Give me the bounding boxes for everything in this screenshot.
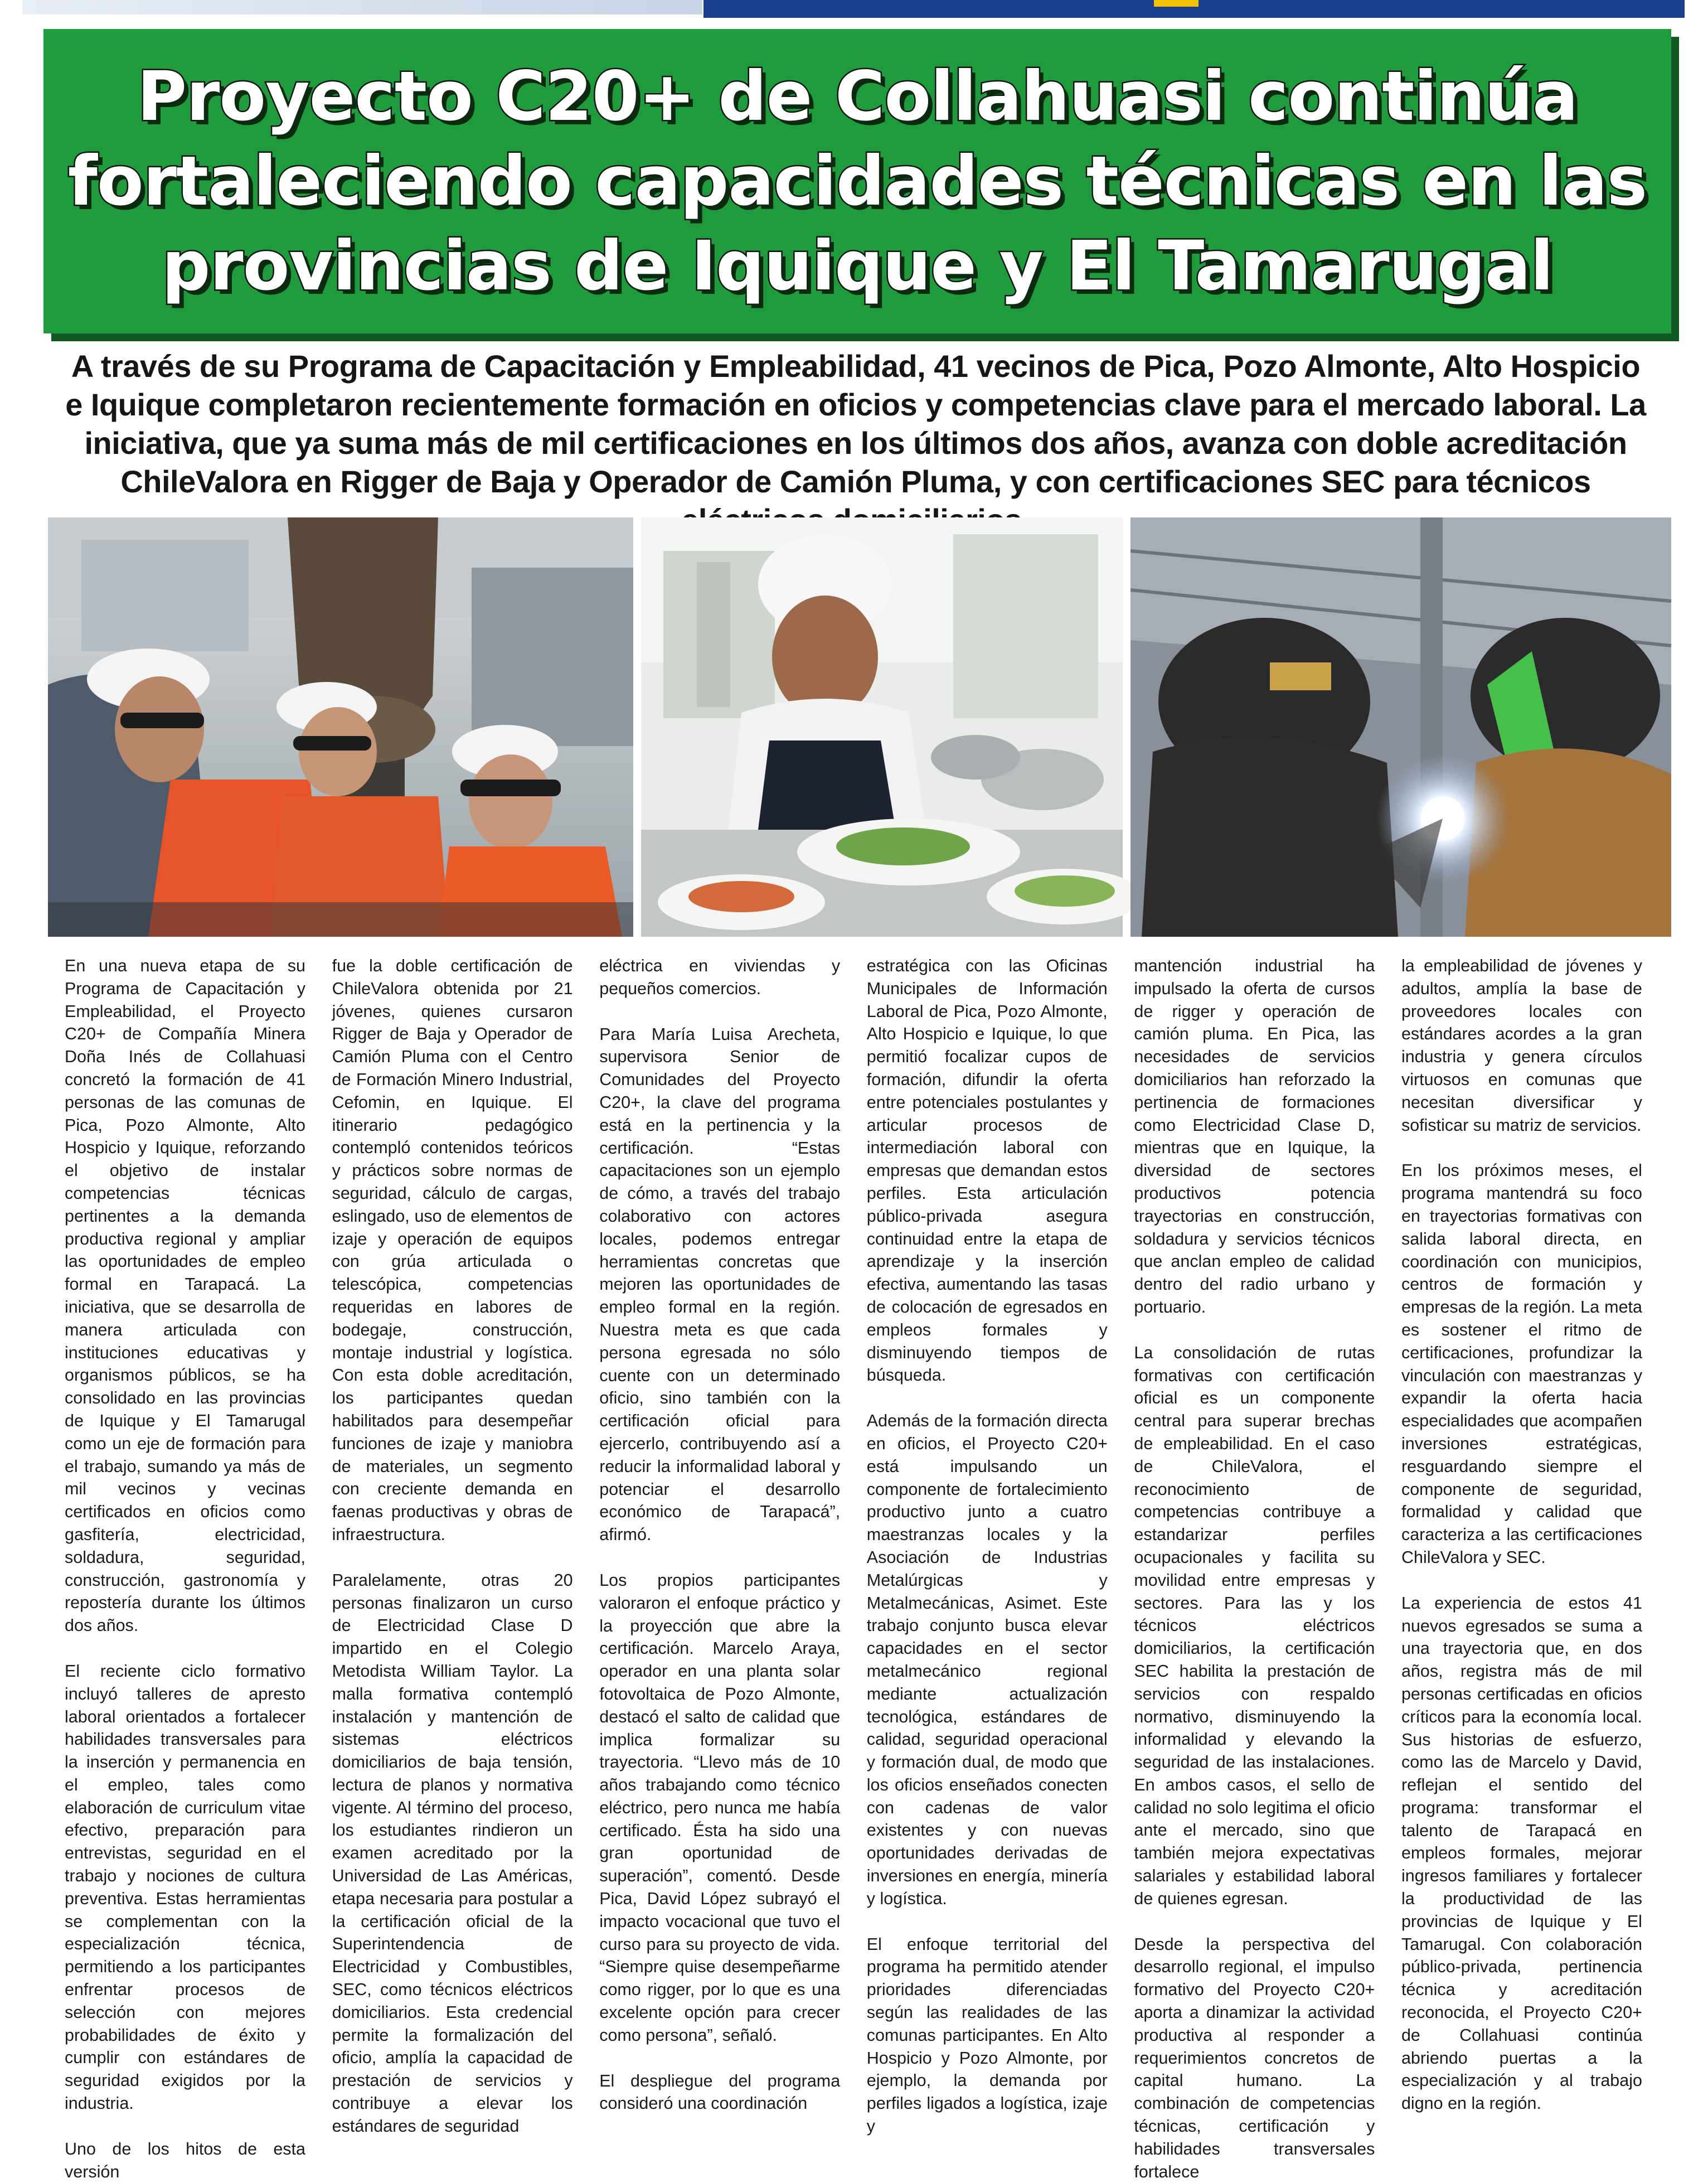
text-column-4 — [866, 955, 1108, 2136]
article-lead: A través de su Programa de Capacitación y Empleabilidad, 41 vecinos de Pica, Pozo Almonte, Alto Hospicio e Iquique completaron recientemente formación en oficios y competencias clave para el mercado laboral. La iniciativa, que ya suma más de mil certificaciones en los últimos dos años, avanza con doble acreditación ChileValora en Rigger de Baja y Operador de Camión Pluma, y con certificaciones SEC para técnicos — [65, 348, 1646, 499]
body-paragraph: La experiencia de estos 41 nuevos egresados se suma a una trayectoria que, en dos años, registra más de mil personas certificadas en oficios críticos para la economía local. Sus historias de esfuerzo, como las de Marcelo y David, reflejan el sentido del programa: transformar el talento de Tarapacá en empleos formales, mejorar ingresos familiares y fortalecer la productividad de las provincias de Iquique y El Tamarugal. Con colaboración público-privada, pertinencia técnica y acreditación reconocida, el Proyecto C20+ de Collahuasi continúa abriendo puertas a la especialización y al trabajo digno en la región. — [1401, 1593, 1642, 2113]
body-paragraph: El enfoque territorial del programa ha permitido atender prioridades diferenciadas según las realidades de las comunas participantes. En Alto Hospicio y Pozo Almonte, por ejemplo, la demanda por perfiles ligados a logística, izaje y — [866, 1934, 1108, 2136]
body-paragraph: Paralelamente, otras 20 personas finalizaron un curso de Electricidad Clase D impartido en el Colegio Metodista William Taylor. La malla formativa contempló instalación y mantención de sistemas eléctricos domiciliarios de baja tensión, lectura de planos y normativa vigente. Al término del proceso, los estudiantes rindieron un examen acreditado por la Universidad de Las Américas, etapa necesaria para postular a la certificación oficial de la Superintendencia de Electricidad y Combustibles, SEC, como técnicos eléctricos domiciliarios. Esta credencial permite la formalización del oficio, amplía la capacidad de prestación de servicios y contribuye a elevar los estándares de seguridad — [332, 1570, 573, 2136]
top-bar-yellow-accent — [1154, 0, 1198, 7]
body-paragraph: El reciente ciclo formativo incluyó talleres de apresto laboral orientados a fortalecer habilidades transversales para la inserción y permanencia en el empleo, tales como elaboración de curriculum vitae efectivo, preparación para entrevistas, seguridad en el trabajo y nociones de cultura preventiva. Estas herramientas se complementan con la especialización técnica, permitiendo a los participantes enfrentar procesos de selección con mejores probabilidades de éxito y cumplir con estándares de seguridad exigidos por la industria. — [65, 1661, 305, 2113]
top-bar-grey-segment — [22, 0, 702, 14]
article-body — [65, 955, 1642, 2181]
photo-row — [48, 517, 1671, 937]
text-column-3 — [599, 955, 841, 2113]
welders-photo — [1130, 517, 1671, 937]
headline-banner — [43, 29, 1671, 333]
body-paragraph: El despliegue del programa consideró una coordinación — [599, 2071, 841, 2113]
text-column-1 — [65, 955, 305, 2181]
body-paragraph: estratégica con las Oficinas Municipales de Información Laboral de Pica, Pozo Almonte, Alto Hospicio e Iquique, lo que permitió focalizar cupos de formación, difundir la oferta entre potenciales postulantes y articular procesos de intermediación laboral con empresas que demandan estos perfiles. Esta articulación público-privada asegura continuidad entre la etapa de aprendizaje y la inserción efectiva, aumentando las tasas de colocación de egresados en empleos formales y disminuyendo tiempos de búsqueda. — [866, 956, 1108, 1385]
body-paragraph: mantención industrial ha impulsado la oferta de cursos de rigger y operación de camión pluma. En Pica, las necesidades de servicios domiciliarios han reforzado la pertinencia de formaciones como Electricidad Clase D, mientras que en Iquique, la diversidad de sectores productivos potencia trayectorias en construcción, soldadura y servicios técnicos que anclan empleo de calidad dentro del radio urbano y portuario. — [1134, 956, 1375, 1316]
workers-hardhats-photo — [48, 517, 633, 937]
body-paragraph: la empleabilidad de jóvenes y adultos, amplía la base de proveedores locales con estándares acordes a la gran industria y genera círculos virtuosos en comunas que necesitan diversificar y sofisticar su matriz de servicios. — [1401, 956, 1642, 1135]
body-paragraph: eléctrica en viviendas y pequeños comercios. — [599, 956, 841, 998]
article-headline: Proyecto C20+ de Collahuasi continúa fortaleciendo capacidades técnicas en las provincias de Iquique y El Tamarugal — [67, 57, 1647, 306]
body-paragraph: Los propios participantes valoraron el enfoque práctico y la proyección que abre la certificación. Marcelo Araya, operador en una planta solar fotovoltaica de Pozo Almonte, destacó el salto de calidad que implica formalizar su trayectoria. “Llevo más de 10 años trabajando como técnico eléctrico, pero nunca me había certificado. Ésta ha sido una gran oportunidad de superación”, comentó. Desde Pica, David López subrayó el impacto vocacional que tuvo el curso para su proyecto de vida. “Siempre quise desempeñarme como rigger, por lo que es una excelente opción para crecer como persona”, señaló. — [599, 1570, 841, 2045]
top-decorative-bar — [0, 0, 1708, 20]
text-column-2 — [332, 955, 573, 2136]
body-paragraph: fue la doble certificación de ChileValora obtenida por 21 jóvenes, quienes cursaron Rigger de Baja y Operador de Camión Pluma con el Centro de Formación Minero Industrial, Cefomin, en Iquique. El itinerario pedagógico contempló contenidos teóricos y prácticos sobre normas de seguridad, cálculo de cargas, eslingado, uso de elementos de izaje y operación de equipos con grúa articulada o telescópica, competencias requeridas en labores de bodegaje, construcción, montaje industrial y logística. Con esta doble acreditación, los participantes quedan habilitados para desempeñar funciones de izaje y maniobra de materiales, un segmento con creciente demanda en faenas productivas y obras de infraestructura. — [332, 956, 573, 1544]
cook-plating-photo — [641, 517, 1123, 937]
body-paragraph: En los próximos meses, el programa mantendrá su foco en trayectorias formativas con salida laboral directa, en coordinación con municipios, centros de formación y empresas de la región. La meta es sostener el ritmo de certificaciones, profundizar la vinculación con maestranzas y expandir la oferta hacia especialidades que acompañen inversiones estratégicas, resguardando siempre el componente de seguridad, formalidad y calidad que caracteriza a las certificaciones ChileValora y SEC. — [1401, 1161, 1642, 1567]
body-paragraph: Uno de los hitos de esta versión — [65, 2139, 305, 2181]
text-column-5 — [1134, 955, 1375, 2181]
body-paragraph: En una nueva etapa de su Programa de Capacitación y Empleabilidad, el Proyecto C20+ de Compañía Minera Doña Inés de Collahuasi concretó la formación de 41 personas de las comunas de Pica, Pozo Almonte, Alto Hospicio y Iquique, reforzando el objetivo de instalar competencias técnicas pertinentes a la demanda productiva regional y ampliar las oportunidades de empleo formal en Tarapacá. La iniciativa, que se desarrolla de manera articulada con instituciones educativas y organismos públicos, se ha consolidado en las provincias de Iquique y El Tamarugal como un eje de formación para el trabajo, sumando ya más de mil vecinos y vecinas certificados en oficios como gasfitería, electricidad, soldadura, seguridad, construcción, gastronomía y repostería durante los últimos dos años. — [65, 956, 305, 1635]
body-paragraph: Para María Luisa Arecheta, supervisora Senior de Comunidades del Proyecto C20+, la clave del programa está en la pertinencia y la certificación. “Estas capacitaciones son un ejemplo de cómo, a través del trabajo colaborativo con actores locales, podemos entregar herramientas concretas que mejoren las oportunidades de empleo formal en la región. Nuestra meta es que cada persona egresada no sólo cuente con un determinado oficio, sino también con la certificación oficial para ejercerlo, contribuyendo así a reducir la informalidad laboral y potenciar el desarrollo económico de Tarapacá”, afirmó. — [599, 1024, 841, 1545]
text-column-6 — [1401, 955, 1642, 2113]
body-paragraph: Desde la perspectiva del desarrollo regional, el impulso formativo del Proyecto C20+ aporta a dinamizar la actividad productiva al responder a requerimientos concretos de capital humano. La combinación de competencias técnicas, certificación y habilidades transversales fortalece — [1134, 1934, 1375, 2181]
body-paragraph: Además de la formación directa en oficios, el Proyecto C20+ está impulsando un componente de fortalecimiento productivo junto a cuatro maestranzas locales y la Asociación de Industrias Metalúrgicas y Metalmecánicas, Asimet. Este trabajo conjunto busca elevar capacidades en el sector metalmecánico regional mediante actualización tecnológica, estándares de calidad, seguridad operacional y formación dual, de modo que los oficios enseñados conecten con cadenas de valor existentes y con nuevas oportunidades derivadas de inversiones en energía, minería y logística. — [866, 1411, 1108, 1908]
body-paragraph: La consolidación de rutas formativas con certificación oficial es un componente central para superar brechas de empleabilidad. En el caso de ChileValora, el reconocimiento de competencias contribuye a estandarizar perfiles ocupacionales y facilita su movilidad entre empresas y sectores. Para las y los técnicos eléctricos domiciliarios, la certificación SEC habilita la prestación de servicios con respaldo normativo, disminuyendo la informalidad y elevando la seguridad de las instalaciones. En ambos casos, el sello de calidad no solo legitima el oficio ante el mercado, sino que también mejora expectativas salariales y estabilidad laboral de quienes egresan. — [1134, 1343, 1375, 1908]
